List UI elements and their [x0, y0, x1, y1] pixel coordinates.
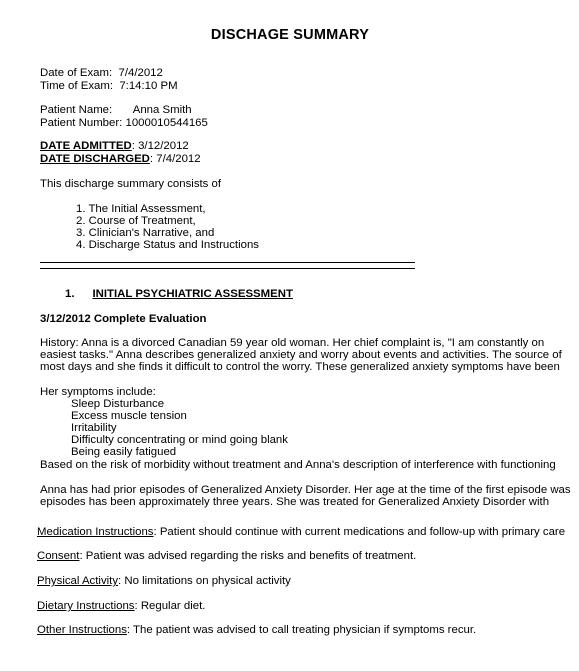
history-line: History: Anna is a divorced Canadian 59 year old woman. Her chief complaint is, "I am constantly on: [40, 337, 545, 349]
date-admitted-line: [40, 140, 189, 153]
contents-item: 1. The Initial Assessment,: [76, 203, 206, 215]
other-instructions-label: Other Instructions: [37, 624, 127, 636]
morbidity-line: Based on the risk of morbidity without treatment and Anna's description of interference with functioning: [40, 459, 556, 471]
symptoms-intro: Her symptoms include:: [40, 386, 156, 398]
other-instructions-text: : The patient was advised to call treating physician if symptoms recur.: [126, 624, 477, 636]
date-discharged-value: : 7/4/2012: [149, 153, 201, 165]
prior-episodes-line: Anna has had prior episodes of Generalized Anxiety Disorder. Her age at the time of the first episode was: [40, 484, 571, 496]
dietary-instructions-label: Dietary Instructions: [37, 600, 135, 612]
document-title: DISCHAGE SUMMARY: [210, 27, 370, 43]
prior-episodes-line: episodes has been approximately three years. She was treated for Generalized Anxiety Disorder with: [40, 496, 550, 508]
consent-text: : Patient was advised regarding the risks and benefits of treatment.: [79, 550, 417, 562]
patient-name-label: Patient Name:: [40, 104, 113, 116]
patient-name-value: Anna Smith: [132, 104, 192, 116]
dietary-instructions-text: : Regular diet.: [134, 600, 206, 612]
consent-label: Consent: [37, 550, 80, 562]
patient-number-line: [40, 117, 208, 130]
physical-activity-label: Physical Activity: [37, 575, 119, 587]
section-1-heading: [65, 288, 293, 301]
date-discharged-line: [40, 153, 201, 166]
section-1-number: 1.: [65, 288, 75, 300]
symptom-item: Being easily fatigued: [71, 446, 177, 458]
exam-date-line: [40, 67, 163, 80]
symptom-item: Excess muscle tension: [71, 410, 187, 422]
medication-instructions: [37, 526, 565, 539]
patient-number-value: 1000010544165: [125, 117, 208, 129]
contents-item: 4. Discharge Status and Instructions: [76, 239, 259, 251]
symptom-item: Difficulty concentrating or mind going blank: [71, 434, 288, 446]
date-admitted-value: : 3/12/2012: [131, 140, 189, 152]
patient-name-line: [40, 104, 192, 117]
history-line: most days and she finds it difficult to control the worry. These generalized anxiety symptoms have been: [40, 361, 560, 373]
exam-date-value: 7/4/2012: [118, 67, 163, 79]
intro-text: This discharge summary consists of: [40, 178, 222, 190]
contents-item: 2. Course of Treatment,: [76, 215, 196, 227]
exam-time-label: Time of Exam:: [40, 80, 113, 92]
contents-item: 3. Clinician's Narrative, and: [76, 227, 215, 239]
other-instructions: [37, 624, 476, 637]
physical-activity-instructions: [37, 575, 291, 588]
physical-activity-text: : No limitations on physical activity: [118, 575, 291, 587]
patient-number-label: Patient Number:: [40, 117, 123, 129]
divider-line: [40, 262, 415, 263]
date-admitted-label: DATE ADMITTED: [40, 140, 132, 152]
medication-instructions-text: : Patient should continue with current medications and follow-up with primary care: [153, 526, 566, 538]
symptom-item: Sleep Disturbance: [71, 398, 165, 410]
medication-instructions-label: Medication Instructions: [37, 526, 154, 538]
history-line: easiest tasks." Anna describes generalized anxiety and worry about events and activities. The source of: [40, 349, 562, 361]
consent-instructions: [37, 550, 416, 563]
evaluation-heading: 3/12/2012 Complete Evaluation: [40, 313, 207, 325]
dietary-instructions: [37, 600, 205, 613]
section-1-title: INITIAL PSYCHIATRIC ASSESSMENT: [92, 288, 293, 300]
exam-date-label: Date of Exam:: [40, 67, 113, 79]
date-discharged-label: DATE DISCHARGED: [40, 153, 150, 165]
divider-line: [40, 268, 415, 269]
exam-time-line: [40, 80, 178, 93]
exam-time-value: 7:14:10 PM: [119, 80, 178, 92]
symptom-item: Irritability: [71, 422, 117, 434]
